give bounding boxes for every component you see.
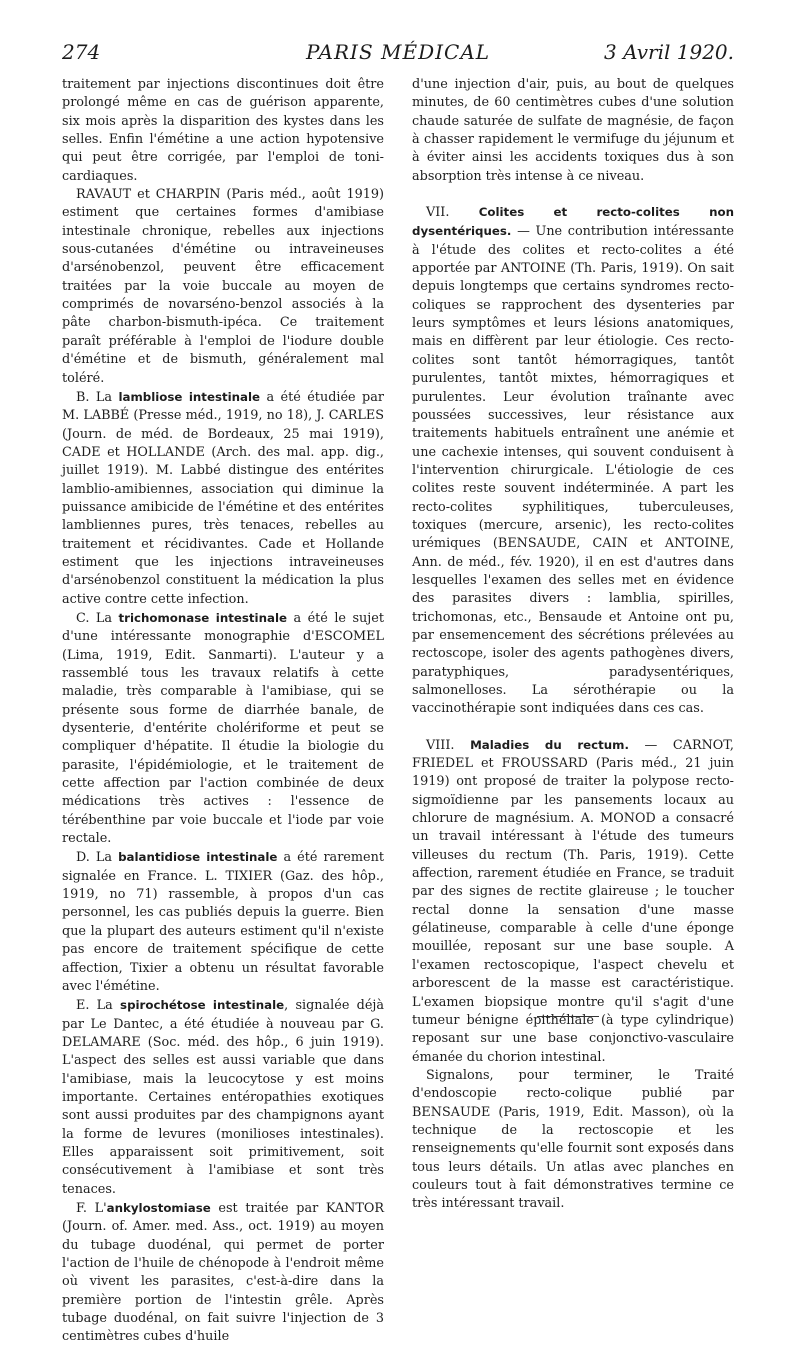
section-heading: lambliose intestinale [118,389,261,404]
paragraph: traitement par injections discontinues doit être prolongé même en cas de guérison apparente, six mois après la disparition des kystes dans les selles. Enfin l'émétine a une action hypotensive qui peut être corrigée, par l'emploi de toni-cardiaques. [62,77,384,184]
paragraph-colites: VII. Colites et recto-colites non dysentériques. — Une contribution intéressante à l'étude des colites et recto-colites a été apportée par ANTOINE (Th. Paris, 1919). On sait depuis longtemps que certains syndromes recto-coliques se rapprochent des dysenteries par leurs symptômes et leurs lésions anatomiques, mais en diffèrent par leur étiologie. Ces recto-colites sont tantôt hémorragiques, tantôt purulentes, tantôt mixtes, hémorragiques et purulentes. Leur évolution traînante avec poussées successives, leur résistance aux traitements habituels entraînent une anémie et une cachexie intenses, qui souvent conduisent à l'intervention chirurgicale. L'étiologie de ces colites reste souvent indéterminée. A part les recto-colites syphilitiques, tuberculeuses, toxiques (mercure, arsenic), les recto-colites urémiques (BENSAUDE, CAIN et ANTOINE, Ann. de méd., fév. 1920), il en est d'autres dans lesquelles l'examen des selles met en évidence des parasites divers : lamblia, spirilles, trichomonas, etc., Bensaude et Antoine ont pu, par ensemencement des sécrétions prélevées au rectoscope, isoler des agents pathogènes divers, paratyphiques, paradysentériques, salmonelloses. La sérothérapie ou la vaccinothérapie sont indiquées dans ces cas. [412,205,734,717]
journal-title: PARIS MÉDICAL [305,40,491,64]
section-heading: Colites et recto-colites non dysentériques. [412,205,734,239]
section-heading: trichomonase intestinale [118,610,287,625]
section-heading: Maladies du rectum. [470,737,629,752]
page-number: 274 [62,40,101,64]
paragraph-spirochetose: E. La spirochétose intestinale, signalée déjà par Le Dantec, a été étudiée à nouveau par G. DELAMARE (Soc. méd. des hôp., 6 juin 1919). L'aspect des selles est aussi variable que dans l'amibiase, mais la leucocytose y est moins importante. Certaines entéropathies exotiques sont aussi produites par des champignons ayant la forme de levures (monilioses intestinales). Elles apparaissent soit primitivement, soit consécutivement à l'amibiase et sont très tenaces. [62,998,385,1197]
paragraph-conclusion: Signalons, pour terminer, le Traité d'endoscopie recto-colique publié par BENSAUDE (Paris, 1919, Edit. Masson), où la technique de la rectoscopie et les renseignements qu'elle fournit sont exposés dans tous leurs détails. Un atlas avec planches en couleurs tout à fait démonstratives termine ce très intéressant travail. [412,1067,734,1212]
paragraph-ankylostomiase: F. L'ankylostomiase est traitée par KANTOR (Journ. of. Amer. med. Ass., oct. 1919) au moyen du tubage duodénal, qui permet de porter l'action de l'huile de chénopode à l'endroit même où vivent les parasites, c'est-à-dire dans la première portion de l'intestin grêle. Après tubage duodénal, on fait suivre l'injection de 3 centimètres cubes d'huile [62,1200,384,1345]
issue-date: 3 Avril 1920. [604,40,734,64]
paragraph-balantidiose: D. La balantidiose intestinale a été rarement signalée en France. L. TIXIER (Gaz. des hôp., 1919, no 71) rassemble, à propos d'un cas personnel, les cas publiés depuis la guerre. Bien que la plupart des auteurs estiment qu'il n'existe pas encore de traitement spécifique de cette affection, Tixier a obtenu un résultat favorable avec l'émétine. [62,850,384,994]
section-heading: spirochétose intestinale [120,998,285,1013]
paragraph-lambliose: B. La lambliose intestinale a été étudiée par M. LABBÉ (Presse méd., 1919, no 18), J. CARLES (Journ. de méd. de Bordeaux, 25 mai 1919), CADE et HOLLANDE (Arch. des mal. app. dig., juillet 1919). M. Labbé distingue des entérites lamblio-amibiennes, association qui diminue la puissance amibicide de l'émétine et des entérites lambliennes pures, très tenaces, rebelles au traitement et récidivantes. Cade et Hollande estiment que les injections intraveineuses d'arsénobenzol constituent la médication la plus active contre cette infection. [62,389,384,607]
end-rule [537,1016,599,1017]
paragraph: RAVAUT et CHARPIN (Paris méd., août 1919) estiment que certaines formes d'amibiase intestinale chronique, rebelles aux injections sous-cutanées d'émétine ou intraveineuses d'arsénobenzol, peuvent être efficacement traitées par la voie buccale au moyen de comprimés de novarséno-benzol associés à la pâte charbon-bismuth-ipéca. Ce traitement paraît préférable à l'emploi de l'iodure double d'émétine et de bismuth, généralement mal toléré. [62,187,384,386]
paragraph-rectum: VIII. Maladies du rectum. — CARNOT, FRIEDEL et FROUSSARD (Paris méd., 21 juin 1919) ont proposé de traiter la polypose recto-sigmoïdienne par les pansements locaux au chlorure de magnésium. A. MONOD a consacré un travail intéressant à l'étude des tumeurs villeuses du rectum (Th. Paris, 1919). Cette affection, rarement étudiée en France, se traduit par des signes de rectite glaireuse ; le toucher rectal donne la sensation d'une masse gélatineuse, comparable à celle d'une éponge mouillée, reposant sur une base souple. A l'examen rectoscopique, l'aspect chevelu et arborescent de la masse est caractéristique. L'examen biopsique montre qu'il s'agit d'une tumeur bénigne épithéliale (à type cylindrique) reposant sur une base conjonctivo-vasculaire émanée du chorion intestinal. [412,737,734,1065]
section-heading: balantidiose intestinale [118,850,278,865]
right-column [412,76,734,1214]
section-heading: ankylostomiase [106,1200,211,1215]
page-header [62,40,734,70]
paragraph: d'une injection d'air, puis, au bout de quelques minutes, de 60 centimètres cubes d'une solution chaude saturée de sulfate de magnésie, de façon à chasser rapidement le vermifuge du jéjunum et à éviter ainsi les accidents toxiques dus à son absorption très intense à ce niveau. [412,77,734,184]
left-column [62,76,384,1347]
paragraph-trichomonase: C. La trichomonase intestinale a été le sujet d'une intéressante monographie d'ESCOMEL (Lima, 1919, Edit. Sanmarti). L'auteur y a rassemblé tous les travaux relatifs à cette maladie, très comparable à l'amibiase, qui se présente sous forme de diarrhée banale, de dysenterie, d'entérite cholériforme et peut se compliquer d'hépatite. Il étudie la biologie du parasite, l'épidémiologie, et le traitement de cette affection par l'action combinée de deux médications très actives : l'essence de térébenthine par voie buccale et l'iode par voie rectale. [62,610,384,847]
